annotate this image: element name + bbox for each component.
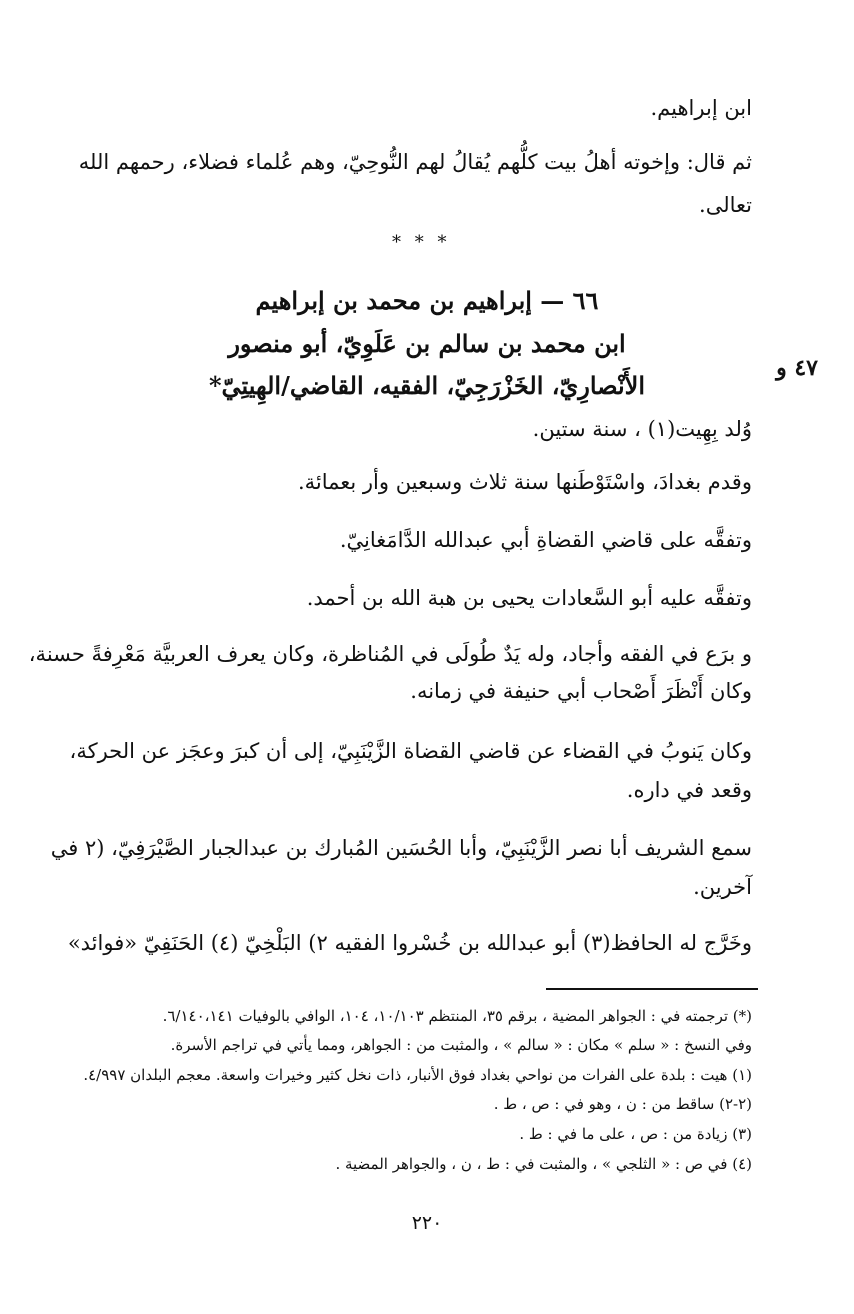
footnote-separator-rule — [546, 988, 758, 990]
paragraph-excellence-line-1: و برَع في الفقه وأجاد، وله يَدٌ طُولَى في المُناظرة، وكان يعرف العربيَّة مَعْرِفةً حسنة، — [28, 642, 752, 666]
intro-line-1: ابن إبراهيم. — [650, 96, 752, 120]
footnote-1: (١) هيت : بلدة على الفرات من نواحي بغداد فوق الأنبار، ذات نخل كثير وخيرات واسعة. معجم البلدان ٤/٩٩٧. — [83, 1066, 752, 1084]
paragraph-excellence-line-2: وكان أَنْظَرَ أَصْحاب أبي حنيفة في زمانه. — [410, 679, 752, 703]
paragraph-baghdad: وقدم بغدادَ، واسْتَوْطَنها سنة ثلاث وسبعين وأر بعمائة. — [297, 470, 752, 494]
entry-title-line-1: ٦٦ — إبراهيم بن محمد بن إبراهيم — [255, 286, 599, 315]
paragraph-fawaid: وخَرَّج له الحافظ(٣) أبو عبدالله بن خُسْروا الفقيه ٢) البَلْخِيّ (٤) الحَنَفِيّ «فوائد» — [67, 931, 752, 955]
paragraph-judgeship-line-1: وكان يَنوبُ في القضاء عن قاضي القضاة الزَّيْنَبِيّ، إلى أن كبرَ وعجَز عن الحركة، — [69, 739, 752, 763]
paragraph-students: وتفقَّه عليه أبو السَّعادات يحيى بن هبة الله بن أحمد. — [306, 586, 752, 610]
paragraph-tafaqquh: وتفقَّه على قاضي القضاةِ أبي عبدالله الدَّامَغانِيّ. — [339, 528, 752, 552]
footnote-3: (٣) زيادة من : ص ، على ما في : ط . — [519, 1125, 752, 1143]
paragraph-judgeship-line-2: وقعد في داره. — [626, 778, 752, 802]
paragraph-birth: وُلد بِهِيت(١) ، سنة ستين. — [532, 417, 752, 441]
footnote-4: (٤) في ص : « الثلجي » ، والمثبت في : ط ، ن ، والجواهر المضية . — [335, 1155, 752, 1173]
footnote-star-continued: وفي النسخ : « سلم » مكان : « سالم » ، والمثبت من : الجواهر، ومما يأتي في تراجم الأسرة. — [170, 1036, 752, 1054]
paragraph-hearing-line-1: سمع الشريف أبا نصر الزَّيْنَبِيّ، وأبا الحُسَين المُبارك بن عبدالجبار الصَّيْرَفِيّ، (٢ في — [50, 836, 752, 860]
footnote-star: (*) ترجمته في : الجواهر المضية ، برقم ٣٥، المنتظم ١٠/١٠٣، ١٠٤، الوافي بالوفيات ٦/١٤٠،١٤١. — [162, 1007, 752, 1025]
paragraph-hearing-line-2: آخرين. — [693, 875, 752, 899]
entry-title-line-3: الأَنْصارِيّ، الخَزْرَجِيّ، الفقيه، القاضي/الهِيتِيّ* — [208, 371, 646, 400]
section-separator: * * * — [392, 232, 451, 253]
entry-title-line-2: ابن محمد بن سالم بن عَلَوِيّ، أبو منصور — [228, 329, 626, 358]
page-number: ٢٢٠ — [411, 1212, 443, 1234]
intro-line-3: تعالى. — [699, 193, 752, 217]
intro-line-2: ثم قال: وإخوته أهلُ بيت كلُّهم يُقالُ لهم النُّوحِيّ، وهم عُلماء فضلاء، رحمهم الله — [78, 150, 752, 174]
margin-folio-reference: ٤٧ و — [776, 355, 818, 381]
footnote-2: (٢-٢) ساقط من : ن ، وهو في : ص ، ط . — [493, 1095, 752, 1113]
